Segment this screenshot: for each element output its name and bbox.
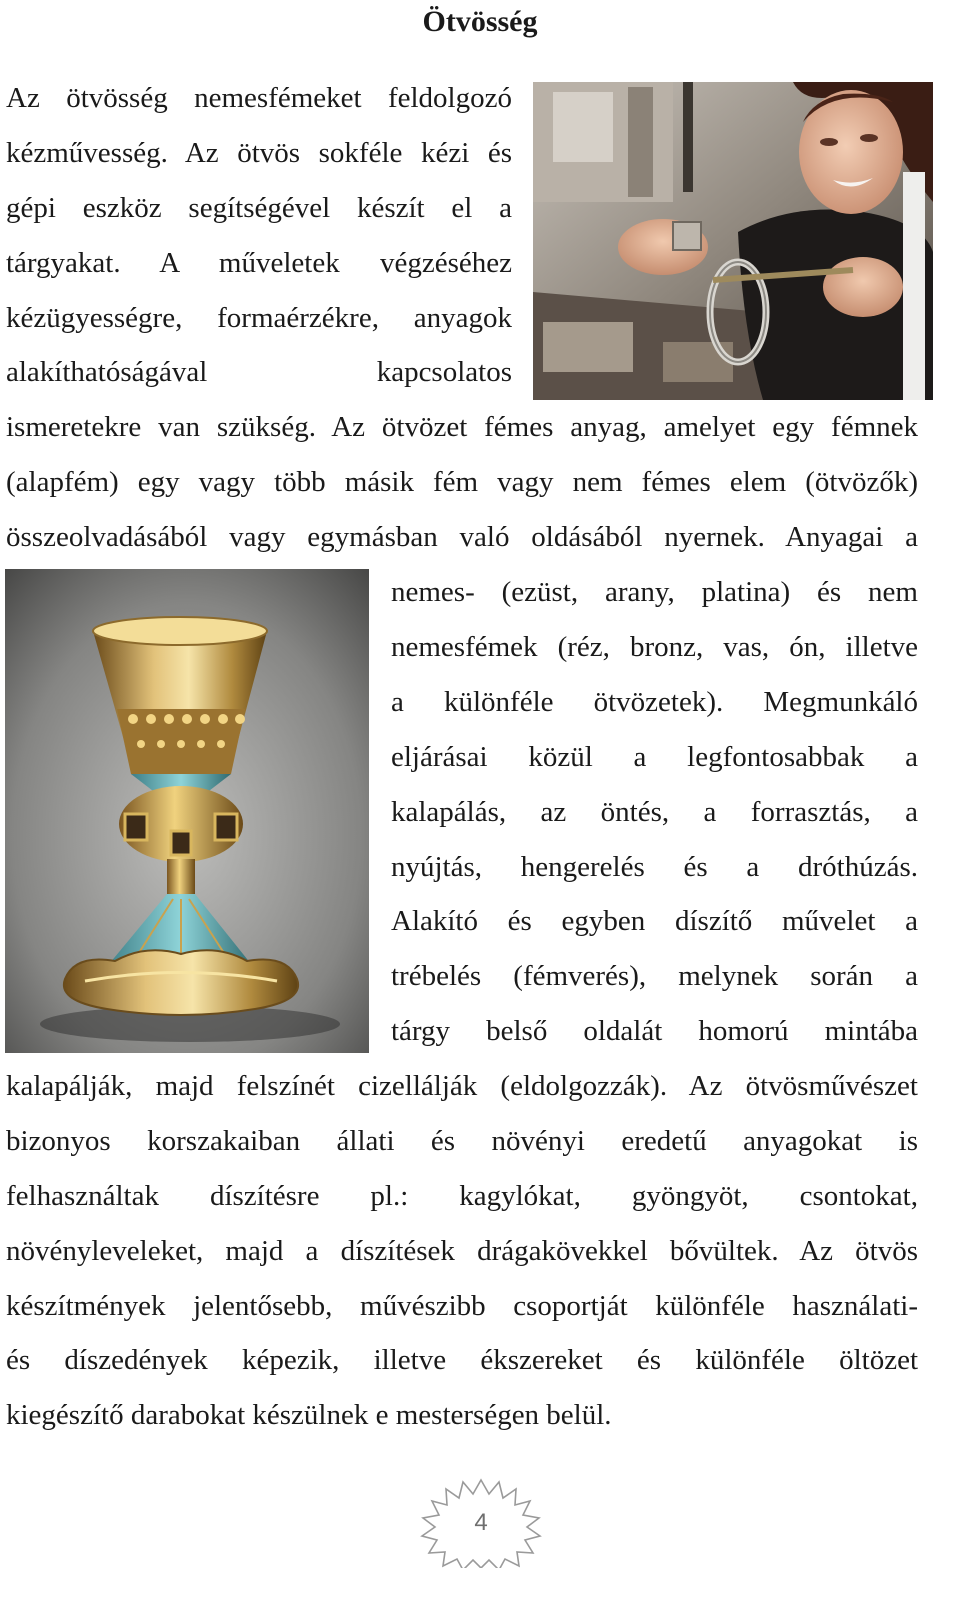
text-line: kézügyességre, formaérzékre, anyagok	[6, 302, 512, 334]
text-line: eljárásai közül a legfontosabbak a	[391, 741, 918, 773]
text-line: nyújtás, hengerelés és a dróthúzás.	[391, 851, 918, 883]
text-line: kalapálják, majd felszínét cizellálják (eldolgozzák). Az ötvösművészet	[6, 1070, 918, 1102]
text-line: tárgyakat. A műveletek végzéséhez	[6, 247, 512, 279]
text-line: nemesfémek (réz, bronz, vas, ón, illetve	[391, 631, 918, 663]
chalice-photo	[5, 569, 369, 1053]
text-line: kiegészítő darabokat készülnek e mesterségen belül.	[6, 1399, 612, 1431]
text-line: trébelés (fémverés), melynek során a	[391, 960, 918, 992]
page-number-badge	[419, 1478, 543, 1568]
text-line: nemes- (ezüst, arany, platina) és nem	[391, 576, 918, 608]
page-number: 4	[474, 1509, 488, 1536]
text-line: és díszedények képezik, illetve ékszereket és különféle öltözet	[6, 1344, 918, 1376]
text-line: a különféle ötvözetek). Megmunkáló	[391, 686, 918, 718]
page-title: Ötvösség	[422, 5, 538, 38]
text-line: (alapfém) egy vagy több másik fém vagy nem fémes elem (ötvözők)	[6, 466, 918, 498]
text-line: tárgy belső oldalát homorú mintába	[391, 1015, 918, 1047]
goldsmith-photo	[533, 82, 933, 400]
text-line: ismeretekre van szükség. Az ötvözet fémes anyag, amelyet egy fémnek	[6, 411, 918, 443]
text-line: felhasználtak díszítésre pl.: kagylókat, gyöngyöt, csontokat,	[6, 1180, 918, 1212]
text-line: Az ötvösség nemesfémeket feldolgozó	[6, 82, 512, 114]
text-line: kalapálás, az öntés, a forrasztás, a	[391, 796, 918, 828]
text-line: alakíthatóságával kapcsolatos	[6, 356, 512, 388]
text-line: összeolvadásából vagy egymásban való oldásából nyernek. Anyagai a	[6, 521, 918, 553]
text-line: gépi eszköz segítségével készít el a	[6, 192, 512, 224]
text-line: készítmények jelentősebb, művészibb csoportját különféle használati-	[6, 1290, 918, 1322]
text-line: kézművesség. Az ötvös sokféle kézi és	[6, 137, 512, 169]
text-line: bizonyos korszakaiban állati és növényi eredetű anyagokat is	[6, 1125, 918, 1157]
text-line: Alakító és egyben díszítő művelet a	[391, 905, 918, 937]
text-line: növényleveleket, majd a díszítések drágakövekkel bővültek. Az ötvös	[6, 1235, 918, 1267]
